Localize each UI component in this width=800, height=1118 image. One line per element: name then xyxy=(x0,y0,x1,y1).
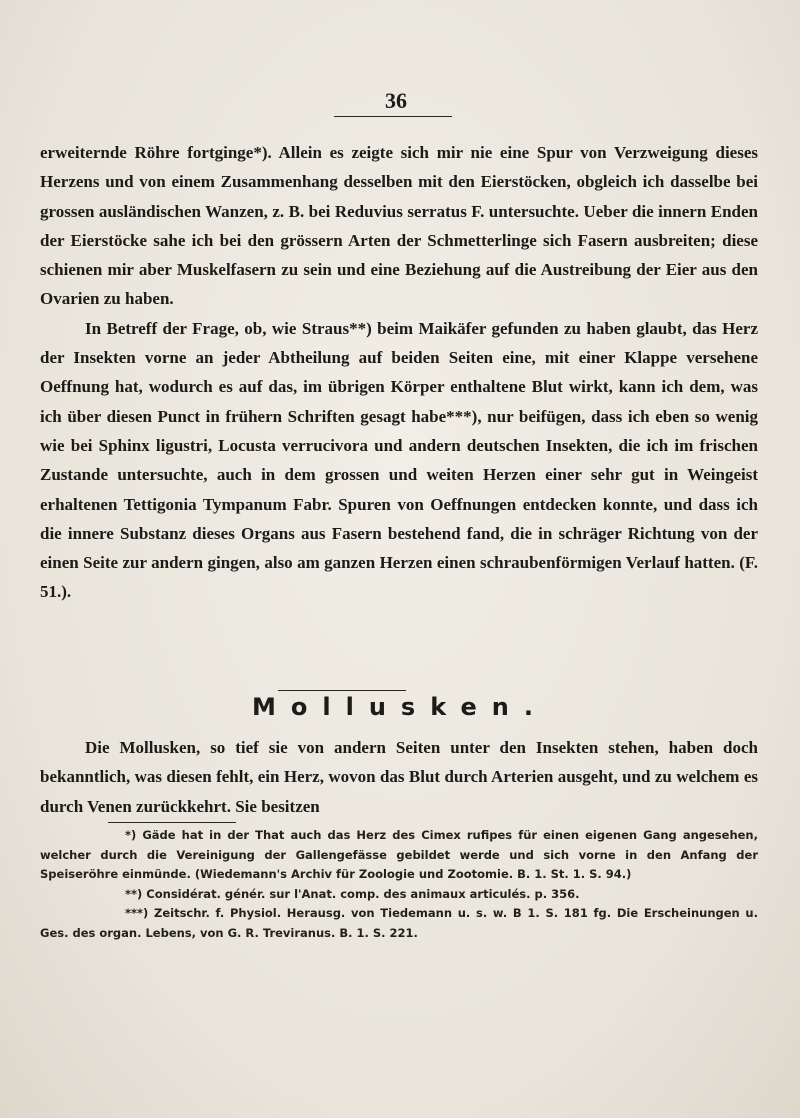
footnotes xyxy=(40,826,758,943)
footnote-divider xyxy=(108,822,236,823)
section-heading: Mollusken. xyxy=(252,693,548,721)
section-text-block xyxy=(40,733,758,821)
page-number: 36 xyxy=(385,88,407,113)
section-divider xyxy=(278,690,406,691)
footnote-1: *) Gäde hat in der That auch das Herz des Cimex rufipes für einen eigenen Gang angesehen, welcher durch die Vereinigung der Gallengefässe gebildet werde und sich vorne in den Anfang der Speiseröhre einmünde. (Wiedemann's Archiv für Zoologie und Zootomie. B. 1. St. 1. S. 94.) xyxy=(40,828,758,881)
footnote-3: ***) Zeitschr. f. Physiol. Herausg. von Tiedemann u. s. w. B 1. S. 181 fg. Die Erscheinungen u. Ges. des organ. Lebens, von G. R. Treviranus. B. 1. S. 221. xyxy=(40,906,758,940)
footnote-2: **) Considérat. génér. sur l'Anat. comp. des animaux articulés. p. 356. xyxy=(125,886,580,901)
main-text-block xyxy=(40,138,758,607)
paragraph-continuation: erweiternde Röhre fortginge*). Allein es zeigte sich mir nie eine Spur von Verzweigung dieses Herzens und von einem Zusammenhang desselben mit den Eierstöcken, obgleich ich dasselbe bei grossen ausländischen Wanzen, z. B. bei Reduvius serratus F. untersuchte. Ueber die innern Enden der Eierstöcke sahe ich bei den grössern Arten der Schmetterlinge sich Fasern ausbreiten; diese schienen mir aber Muskelfasern zu sein und eine Beziehung auf die Austreibung der Eier aus den Ovarien zu haben. xyxy=(40,143,758,309)
paragraph-mollusken: Die Mollusken, so tief sie von andern Seiten unter den Insekten stehen, haben doch bekanntlich, was diesen fehlt, ein Herz, wovon das Blut durch Arterien ausgeht, und zu welchem es durch Venen zurückkehrt. Sie besitzen xyxy=(40,738,758,816)
paragraph-straus: In Betreff der Frage, ob, wie Straus**) beim Maikäfer gefunden zu haben glaubt, das Herz der Insekten vorne an jeder Abtheilung auf beiden Seiten eine, mit einer Klappe versehene Oeffnung hat, wodurch es auf das, im übrigen Körper enthaltene Blut wirkt, kann ich dem, was ich über diesen Punct in frühern Schriften gesagt habe***), nur beifügen, dass ich eben so wenig wie bei Sphinx ligustri, Locusta verrucivora und andern deutschen Insekten, die ich im frischen Zustande untersuchte, auch in dem grossen und weiten Herzen einer sehr gut in Weingeist erhaltenen Tettigonia Tympanum Fabr. Spuren von Oeffnungen entdecken konnte, und dass ich die innere Substanz dieses Organs aus Fasern bestehend fand, die in schräger Richtung von der einen Seite zur andern gingen, also am ganzen Herzen einen schraubenförmigen Verlauf hatten. (F. 51.). xyxy=(40,318,758,602)
header-rule xyxy=(334,116,452,117)
